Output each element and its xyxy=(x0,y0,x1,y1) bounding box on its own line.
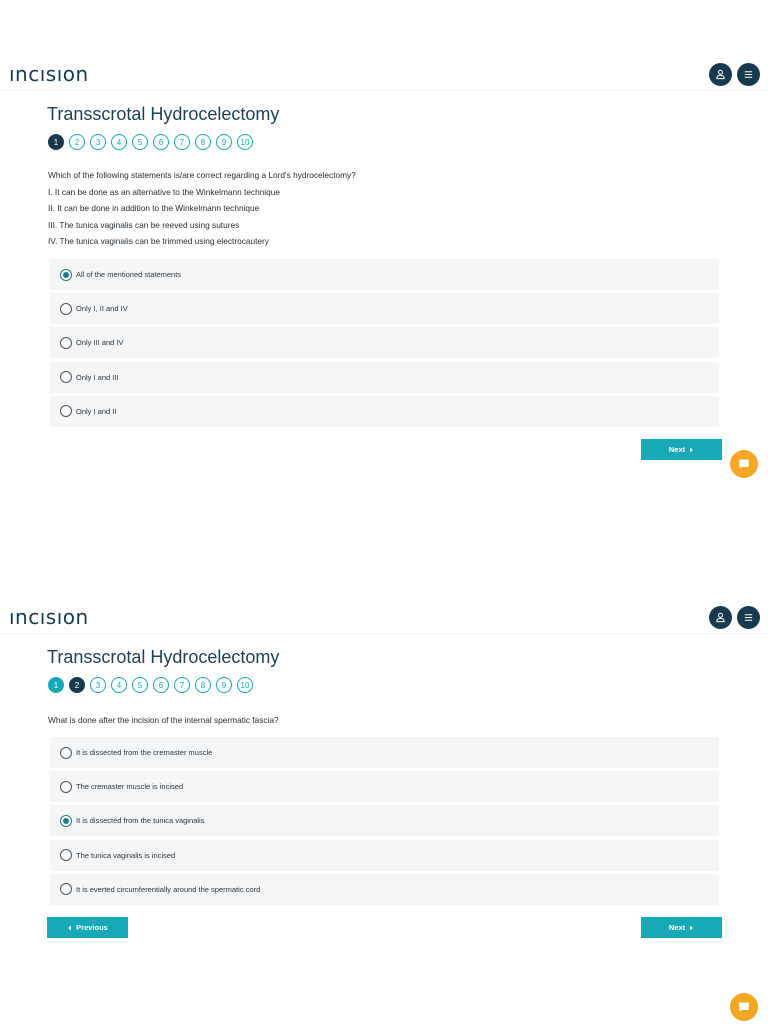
step-8[interactable]: 8 xyxy=(195,677,211,693)
radio-button[interactable] xyxy=(60,781,72,793)
radio-button[interactable] xyxy=(60,849,72,861)
next-button[interactable] xyxy=(641,917,722,938)
step-7[interactable]: 7 xyxy=(174,134,190,150)
step-indicator xyxy=(48,677,253,693)
answer-option[interactable] xyxy=(50,293,719,324)
answer-option[interactable] xyxy=(50,874,719,905)
answer-label: Only III and IV xyxy=(76,338,124,348)
previous-button[interactable] xyxy=(47,917,128,938)
radio-button[interactable] xyxy=(60,269,72,281)
step-4[interactable]: 4 xyxy=(111,677,127,693)
question-line: IV. The tunica vaginalis can be trimmed using electrocautery xyxy=(48,236,269,246)
next-label: Next xyxy=(668,923,686,932)
question-line: II. It can be done in addition to the Winkelmann technique xyxy=(48,203,260,213)
answer-option[interactable] xyxy=(50,259,719,290)
menu-button[interactable] xyxy=(737,63,760,86)
answer-label: Only I and II xyxy=(76,406,117,416)
logo[interactable]: ıncısıon xyxy=(9,62,89,86)
answer-label: It is dissected from the tunica vaginalis xyxy=(76,816,205,826)
page-title: Transscrotal Hydrocelectomy xyxy=(47,104,280,124)
next-label: Next xyxy=(668,445,686,454)
answer-option[interactable] xyxy=(50,327,719,358)
answer-label: The cremaster muscle is incised xyxy=(76,782,184,792)
step-1[interactable]: 1 xyxy=(48,134,64,150)
step-7[interactable]: 7 xyxy=(174,677,190,693)
user-button[interactable] xyxy=(709,63,732,86)
step-6[interactable]: 6 xyxy=(153,134,169,150)
step-10[interactable]: 10 xyxy=(237,134,253,150)
step-6[interactable]: 6 xyxy=(153,677,169,693)
app-header xyxy=(0,58,768,91)
step-8[interactable]: 8 xyxy=(195,134,211,150)
step-2[interactable]: 2 xyxy=(69,677,85,693)
answer-option[interactable] xyxy=(50,771,719,802)
previous-label: Previous xyxy=(76,923,108,932)
question-line: Which of the following statements is/are correct regarding a Lord's hydrocelectomy? xyxy=(48,170,356,180)
answer-label: It is everted circumferentially around the spermatic cord xyxy=(76,884,261,894)
radio-button[interactable] xyxy=(60,815,72,827)
radio-button[interactable] xyxy=(60,337,72,349)
answer-option[interactable] xyxy=(50,840,719,871)
question-line: What is done after the incision of the internal spermatic fascia? xyxy=(48,715,279,725)
logo[interactable]: ıncısıon xyxy=(9,605,89,629)
answer-label: Only I and III xyxy=(76,372,119,382)
chevron-right-icon xyxy=(689,447,694,453)
answer-option[interactable] xyxy=(50,362,719,393)
radio-button[interactable] xyxy=(60,747,72,759)
question-line: III. The tunica vaginalis can be reeved using sutures xyxy=(48,219,240,230)
menu-button[interactable] xyxy=(737,606,760,629)
menu-icon xyxy=(743,612,754,623)
answer-label: The tunica vaginalis is incised xyxy=(76,850,176,860)
answer-options xyxy=(50,259,719,430)
answer-label: All of the mentioned statements xyxy=(76,270,182,279)
step-3[interactable]: 3 xyxy=(90,134,106,150)
radio-button[interactable] xyxy=(60,371,72,383)
step-3[interactable]: 3 xyxy=(90,677,106,693)
chevron-right-icon xyxy=(689,925,694,931)
next-button[interactable] xyxy=(641,439,722,460)
answer-label: Only I, II and IV xyxy=(76,304,128,314)
step-5[interactable]: 5 xyxy=(132,677,148,693)
answer-option[interactable] xyxy=(50,737,719,768)
step-5[interactable]: 5 xyxy=(132,134,148,150)
user-icon xyxy=(715,612,726,623)
step-4[interactable]: 4 xyxy=(111,134,127,150)
quiz-panel-1 xyxy=(0,58,768,454)
chat-bubble-icon xyxy=(738,1001,750,1013)
chat-button[interactable] xyxy=(730,993,758,1021)
step-9[interactable]: 9 xyxy=(216,677,232,693)
quiz-panel-2 xyxy=(0,601,768,932)
radio-button[interactable] xyxy=(60,405,72,417)
user-icon xyxy=(715,69,726,80)
answer-options xyxy=(50,737,719,908)
page-title: Transscrotal Hydrocelectomy xyxy=(47,647,280,667)
step-1[interactable]: 1 xyxy=(48,677,64,693)
step-9[interactable]: 9 xyxy=(216,134,232,150)
radio-button[interactable] xyxy=(60,883,72,895)
answer-option[interactable] xyxy=(50,396,719,427)
chevron-left-icon xyxy=(67,925,72,931)
question-line: I. It can be done as an alternative to the Winkelmann technique xyxy=(48,186,280,197)
chat-bubble-icon xyxy=(738,458,750,470)
app-header xyxy=(0,601,768,634)
answer-label: It is dissected from the cremaster muscle xyxy=(76,748,213,757)
menu-icon xyxy=(743,69,754,80)
step-10[interactable]: 10 xyxy=(237,677,253,693)
question-text xyxy=(48,712,279,729)
step-2[interactable]: 2 xyxy=(69,134,85,150)
question-text xyxy=(48,167,356,250)
chat-button[interactable] xyxy=(730,450,758,478)
user-button[interactable] xyxy=(709,606,732,629)
step-indicator xyxy=(48,134,253,150)
answer-option[interactable] xyxy=(50,805,719,836)
radio-button[interactable] xyxy=(60,303,72,315)
